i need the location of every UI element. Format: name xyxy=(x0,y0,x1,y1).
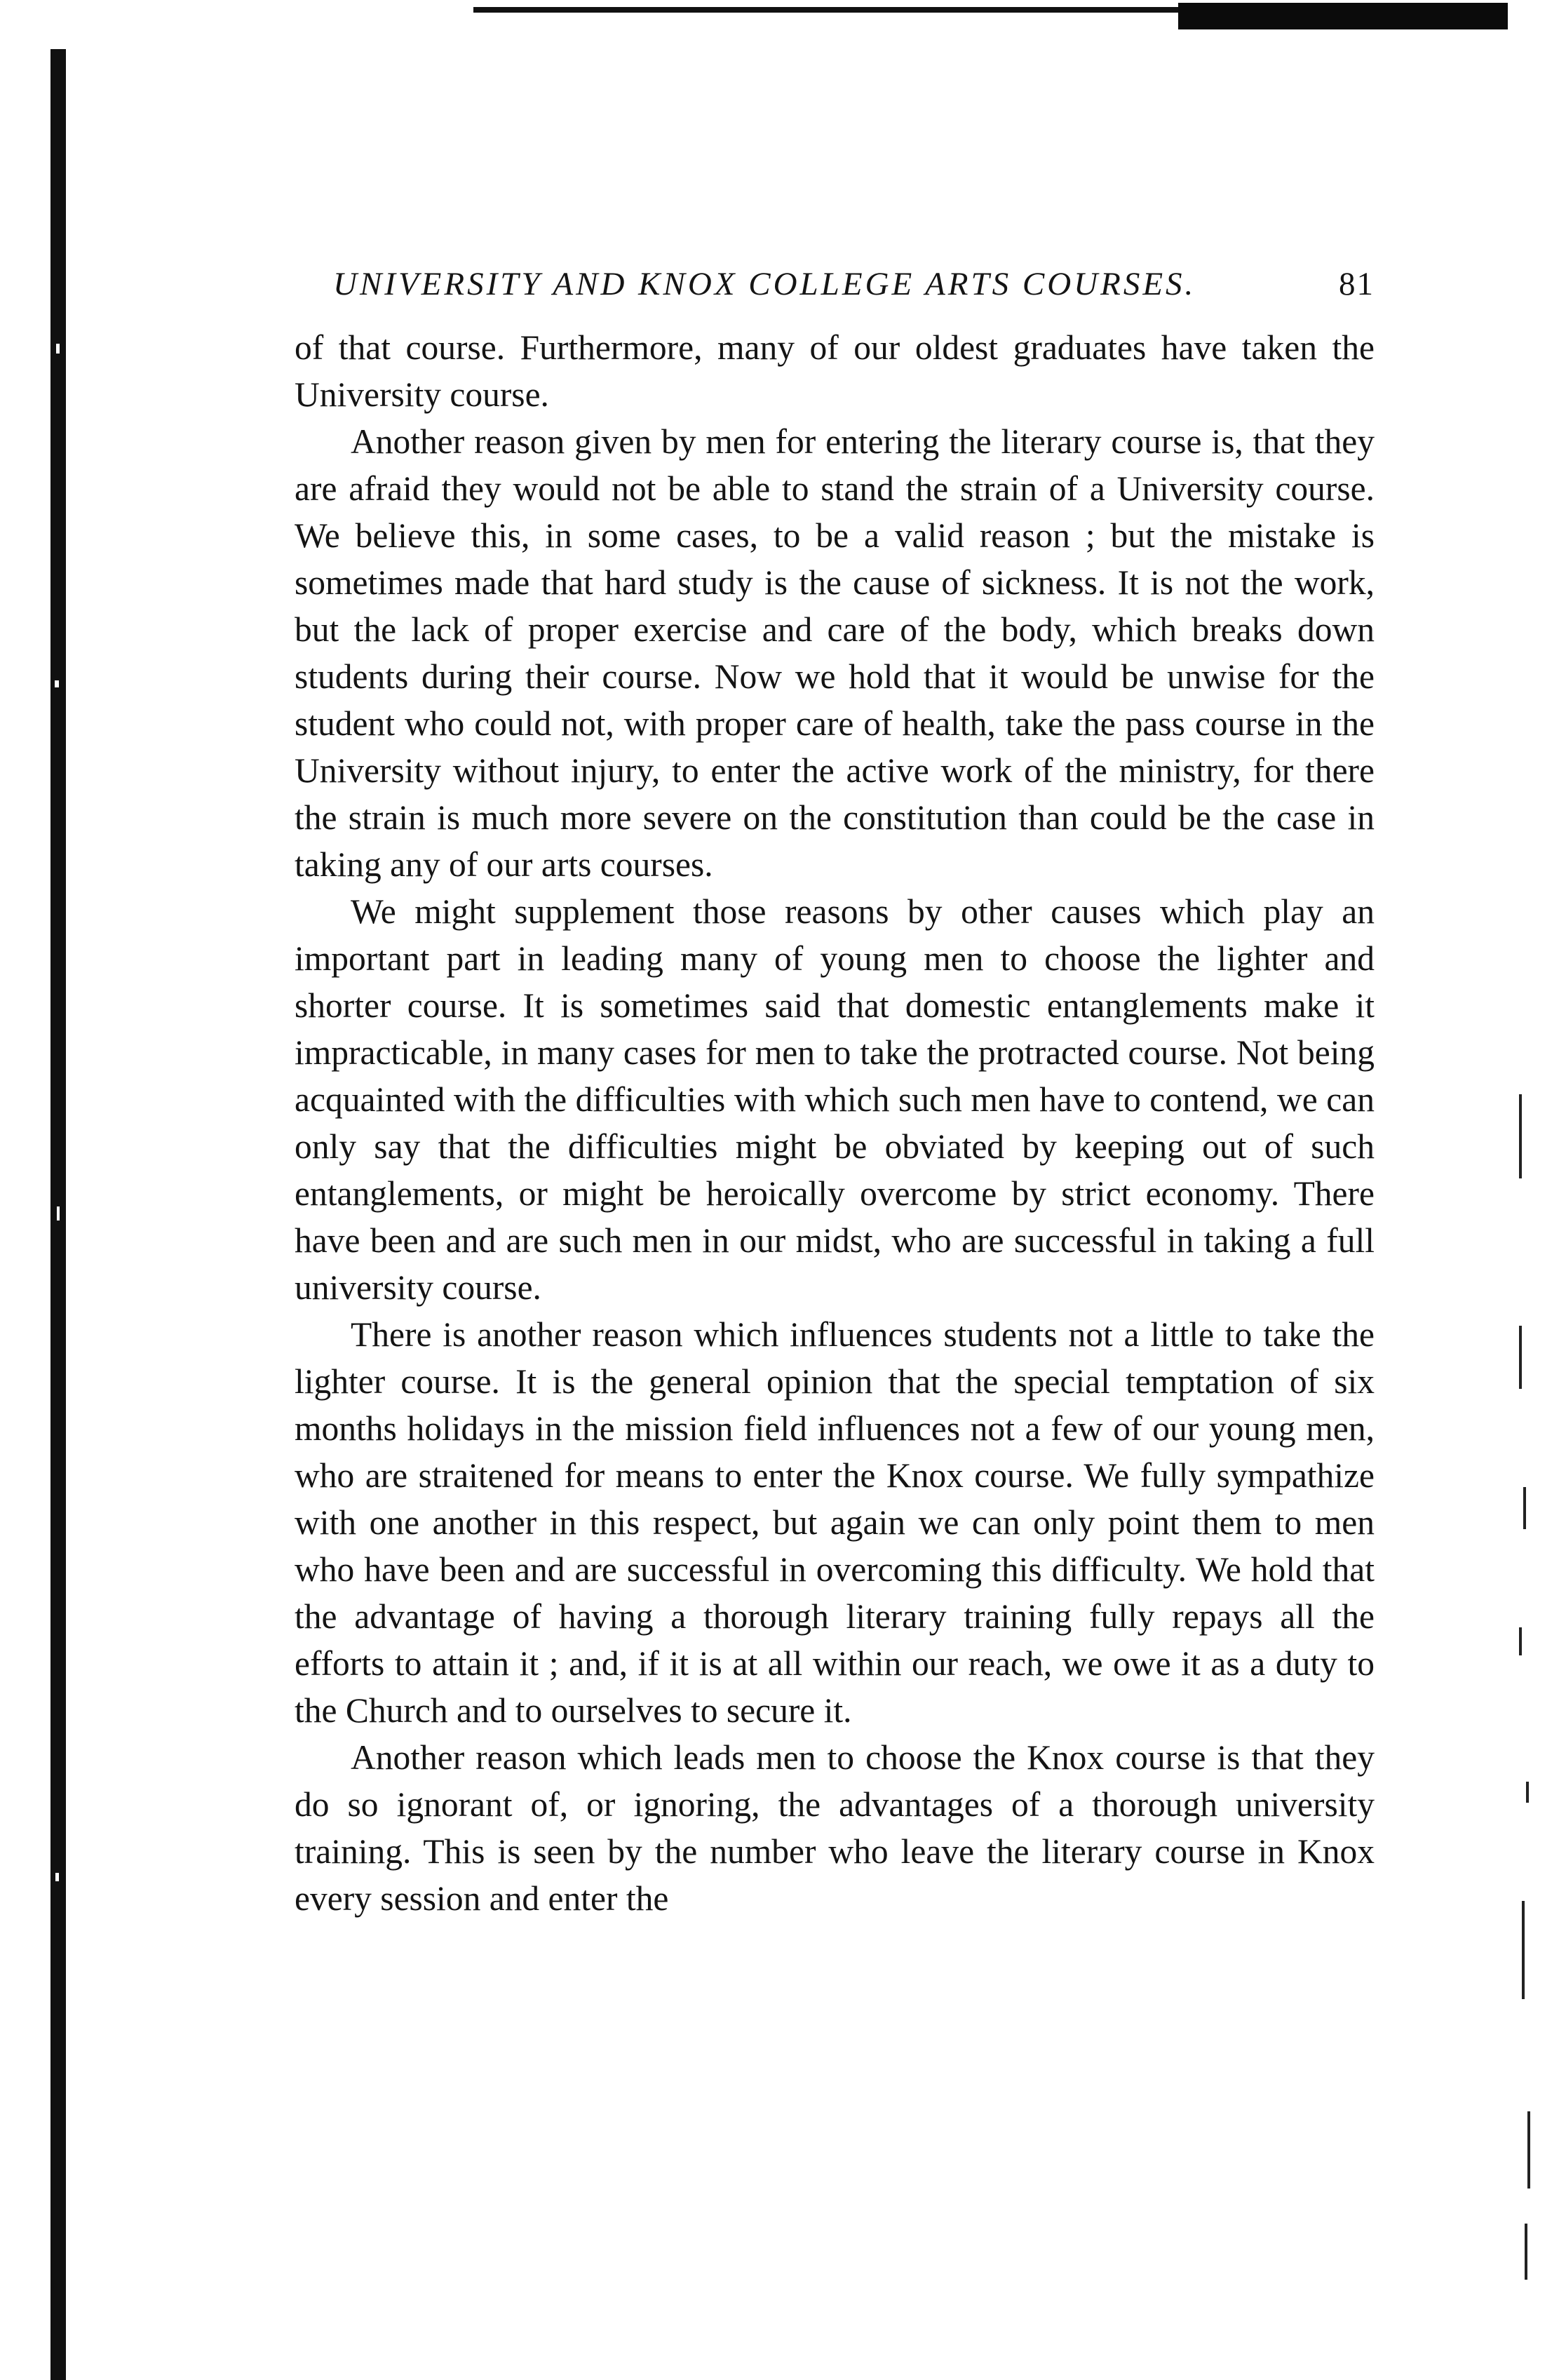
scan-binding-edge xyxy=(50,49,66,2380)
paragraph-2: Another reason given by men for entering the literary course is, that they are afraid they would not be able to stand the strain of a University course. We believe this, in some cases, to be a valid reason ; but the mistake is sometimes made that hard study is the cause of sickness. It is not the work, but the lack of proper exercise and care of the body, which breaks down students during their course. Now we hold that it would be unwise for the student who could not, with proper care of health, take the pass course in the University without injury, to enter the active work of the ministry, for there the strain is much more severe on the constitution than could be the case in taking any of our arts courses. xyxy=(295,422,1375,884)
paragraph-4: There is another reason which influences students not a little to take the lighter course. It is the general opinion that the special temptation of six months holidays in the mission field influences not a few of our young men, who are straitened for means to enter the Knox course. We fully sympathize with one another in this respect, but again we can only point them to men who have been and are successful in overcoming this difficulty. We hold that the advantage of having a thorough literary training fully repays all the efforts to attain it ; and, if it is at all within our reach, we owe it as a duty to the Church and to ourselves to secure it. xyxy=(295,1315,1375,1730)
book-page xyxy=(295,260,1375,1922)
running-head xyxy=(333,260,1375,309)
scan-top-rule-bold xyxy=(1178,3,1508,29)
body-text xyxy=(295,324,1375,1922)
page-number: 81 xyxy=(1339,266,1375,302)
paragraph-5: Another reason which leads men to choose the Knox course is that they do so ignorant of, or ignoring, the advantages of a thorough university training. This is seen by the number who leave the literary course in Knox every session and enter the xyxy=(295,1738,1375,1918)
paragraph-3: We might supplement those reasons by other causes which play an important part in leading many of young men to choose the lighter and shorter course. It is sometimes said that domestic entanglements make it impracticable, in many cases for men to take the protracted course. Not being acquainted with the difficulties with which such men have to contend, we can only say that the difficulties might be obviated by keeping out of such entanglements, or might be heroically overcome by strict economy. There have been and are such men in our midst, who are successful in taking a full university course. xyxy=(295,892,1375,1307)
scan-right-edge-marks xyxy=(1519,1094,1540,2287)
running-head-title: UNIVERSITY AND KNOX COLLEGE ARTS COURSES. xyxy=(333,266,1196,302)
paragraph-1: of that course. Furthermore, many of our oldest graduates have taken the University course. xyxy=(295,328,1375,414)
